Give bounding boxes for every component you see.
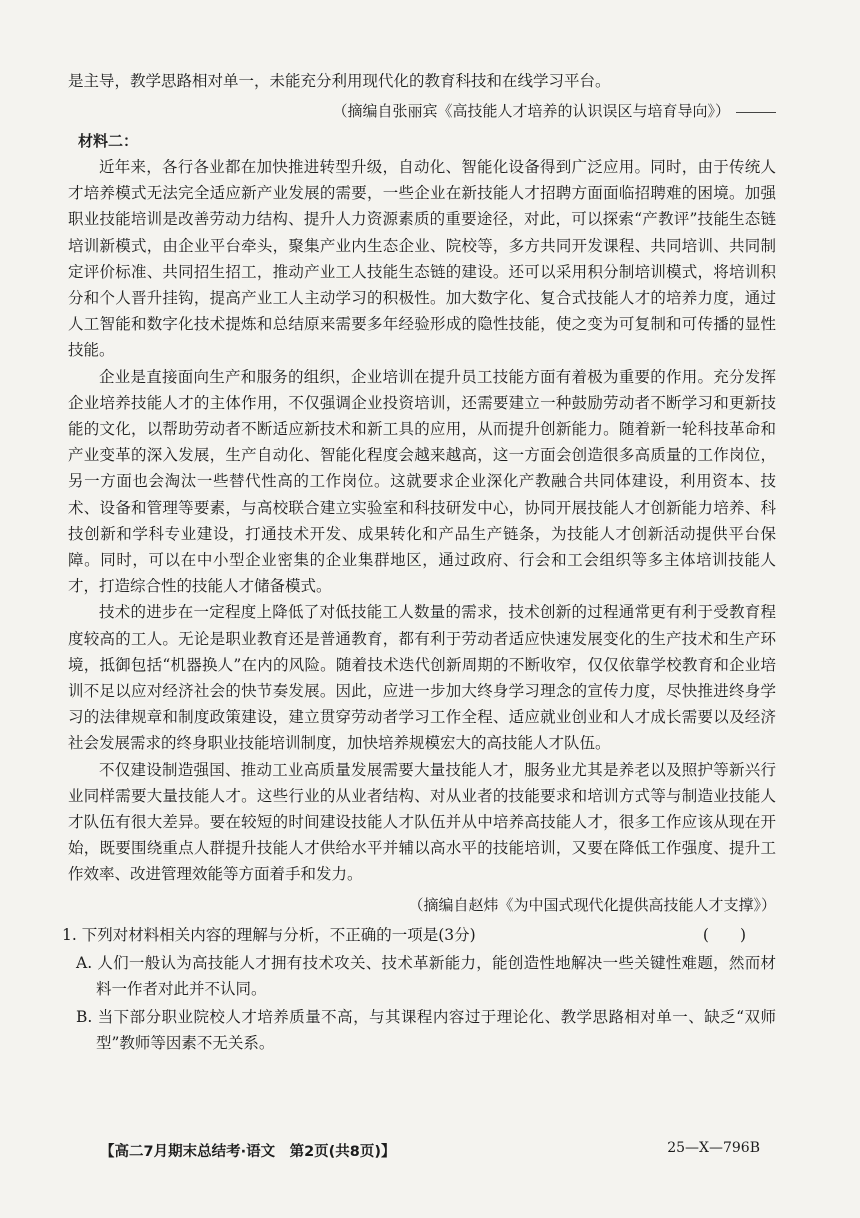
answer-blank[interactable]: ( ) <box>702 925 746 944</box>
underline-mark <box>736 112 776 113</box>
paragraph-3: 技术的进步在一定程度上降低了对低技能工人数量的需求，技术创新的过程通常更有利于受教育程度较高的工人。无论是职业教育还是普通教育，都有利于劳动者适应快速发展变化的生产技术和生产环境，抵御包括“机器换人”在内的风险。随着技术迭代创新周期的不断收窄，仅仅依靠学校教育和企业培训不足以应对经济社会的快节奏发展。因此，应进一步加大终身学习理念的宣传力度，尽快推进终身学习的法律规章和制度政策建设，建立贯穿劳动者学习工作全程、适应就业创业和人才成长需要以及经济社会发展需求的终身职业技能培训制度，加快培养规模宏大的高技能人才队伍。 <box>68 603 776 753</box>
paragraph-4: 不仅建设制造强国、推动工业高质量发展需要大量技能人才，服务业尤其是养老以及照护等新兴行业同样需要大量技能人才。这些行业的从业者结构、对从业者的技能要求和培训方式等与制造业技能人才队伍有很大差异。要在较短的时间建设技能人才队伍并从中培养高技能人才，很多工作应该从现在开始，既要围绕重点人群提升技能人才供给水平并辅以高水平的技能培训，又要在降低工作强度、提升工作效率、改进管理效能等方面着手和发力。 <box>68 760 776 884</box>
question-1-stem <box>62 922 776 948</box>
citation-material-2: （摘编自赵炜《为中国式现代化提供高技能人才支撑》） <box>408 895 776 914</box>
exam-page <box>62 68 776 1056</box>
citation-1-text: （摘编自张丽宾《高技能人才培养的认识误区与培育导向》） <box>332 102 730 120</box>
option-a: A. 人们一般认为高技能人才拥有技术攻关、技术革新能力，能创造性地解决一些关键性难题，然而材料一作者对此并不认同。 <box>76 953 776 998</box>
question-1-text: 1. 下列对材料相关内容的理解与分析，不正确的一项是(3分) <box>62 925 476 944</box>
paragraph-1: 近年来，各行各业都在加快推进转型升级，自动化、智能化设备得到广泛应用。同时，由于传统人才培养模式无法完全适应新产业发展的需要，一些企业在新技能人才招聘方面面临招聘难的困境。加强职业技能培训是改善劳动力结构、提升人力资源素质的重要途径，对此，可以探索“产教评”技能生态链培训新模式，由企业平台牵头，聚集产业内生态企业、院校等，多方共同开发课程、共同培训、共同制定评价标准、共同招生招工，推动产业工人技能生态链的建设。还可以采用积分制培训模式，将培训积分和个人晋升挂钩，提高产业工人主动学习的积极性。加大数字化、复合式技能人才的培养力度，通过人工智能和数字化技术提炼和总结原来需要多年经验形成的隐性技能，使之变为可复制和可传播的显性技能。 <box>68 158 776 360</box>
top-line: 是主导，教学思路相对单一，未能充分利用现代化的教育科技和在线学习平台。 <box>68 72 611 90</box>
citation-material-1 <box>68 98 776 124</box>
footer-exam-info: 【高二7月期末总结考·语文 第2页(共8页)】 <box>100 1144 396 1160</box>
material-2-title: 材料二： <box>78 132 139 150</box>
page-footer <box>100 1140 760 1161</box>
paragraph-2: 企业是直接面向生产和服务的组织，企业培训在提升员工技能方面有着极为重要的作用。充分发挥企业培养技能人才的主体作用，不仅强调企业投资培训，还需要建立一种鼓励劳动者不断学习和更新技能的文化，以帮助劳动者不断适应新技术和新工具的应用，从而提升创新能力。随着新一轮科技革命和产业变革的深入发展，生产自动化、智能化程度会越来越高，这一方面会创造很多高质量的工作岗位，另一方面也会淘汰一些替代性高的工作岗位。这就要求企业深化产教融合共同体建设，利用资本、技术、设备和管理等要素，与高校联合建立实验室和科技研发中心，协同开展技能人才创新能力培养、科技创新和学科专业建设，打通技术开发、成果转化和产品生产链条，为技能人才创新活动提供平台保障。同时，可以在中小型企业密集的企业集群地区，通过政府、行会和工会组织等多主体培训技能人才，打造综合性的技能人才储备模式。 <box>68 367 776 596</box>
option-b: B. 当下部分职业院校人才培养质量不高，与其课程内容过于理论化、教学思路相对单一、缺乏“双师型”教师等因素不无关系。 <box>76 1007 776 1052</box>
footer-code: 25—X—796B <box>667 1140 760 1156</box>
